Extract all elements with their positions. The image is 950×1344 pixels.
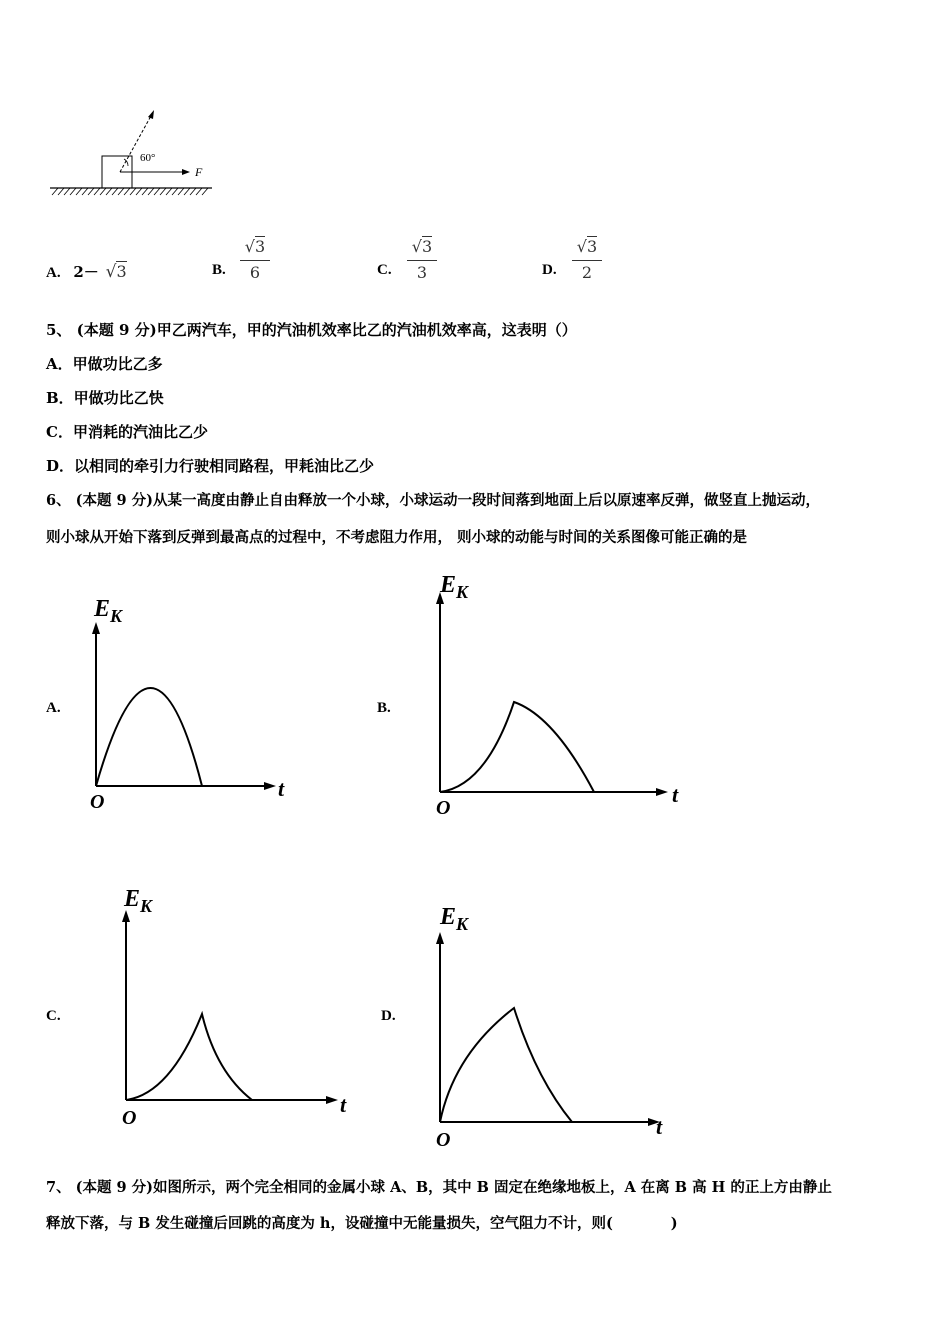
graph-b-ylabel: $E_K$	[440, 572, 469, 602]
graph-b-curve	[440, 702, 594, 792]
graph-d-ylabel: $E_K$	[440, 904, 469, 934]
graph-a-ylabel: $E_K$	[94, 596, 123, 626]
graph-c-curve	[126, 1014, 252, 1100]
graph-d-letter[interactable]: D.	[381, 1008, 396, 1024]
graph-d-xlabel: t	[656, 1114, 663, 1139]
option-letter: D.	[542, 262, 557, 278]
force-label: F	[195, 165, 203, 179]
graph-c-xlabel: t	[340, 1092, 347, 1117]
force-diagram	[40, 100, 230, 200]
sqrt-3-radical: √3	[105, 262, 127, 282]
graph-d-origin: O	[436, 1129, 451, 1151]
dashed-arrowhead	[148, 110, 154, 119]
graph-c-letter[interactable]: C.	[46, 1008, 61, 1024]
q4-option-b[interactable]	[212, 236, 292, 292]
graph-c-ylabel: $E_K$	[124, 886, 153, 916]
q7-stem-line2: 释放下落，与 B 发生碰撞后回跳的高度为 h，设碰撞中无能量损失，空气阻力不计，则( )	[46, 1215, 678, 1232]
option-letter: C.	[377, 262, 392, 278]
q6-stem-line2: 则小球从开始下落到反弹到最高点的过程中，不考虑阻力作用， 则小球的动能与时间的关系图像可能正确的是	[46, 529, 748, 546]
fraction-sqrt3-over-3: √3 3	[407, 236, 437, 285]
q4-option-c[interactable]	[377, 236, 457, 292]
q5-option-a[interactable]: A．甲做功比乙多	[46, 355, 163, 373]
graph-d-curve	[440, 1008, 572, 1122]
graph-b-letter[interactable]: B.	[377, 700, 391, 716]
graph-c	[110, 876, 360, 1132]
graph-b	[424, 566, 694, 826]
q5-option-b[interactable]: B．甲做功比乙快	[46, 389, 164, 407]
graph-a-curve	[96, 688, 202, 786]
graph-a-origin: O	[90, 791, 105, 813]
graph-c-origin: O	[122, 1107, 137, 1129]
q7-stem-line1: 7、 (本题 9 分)如图所示，两个完全相同的金属小球 A、B，其中 B 固定在绝缘地板上，A 在离 B 高 H 的正上方由静止	[46, 1179, 832, 1196]
graph-a	[80, 590, 300, 820]
q4-option-a[interactable]	[46, 261, 127, 282]
q6-stem-line1: 6、 (本题 9 分)从某一高度由静止自由释放一个小球，小球运动一段时间落到地面上后以原速率反弹，做竖直上抛运动，	[46, 492, 821, 509]
option-a-text: 2－	[73, 263, 99, 281]
q5-option-c[interactable]: C．甲消耗的汽油比乙少	[46, 423, 208, 441]
fraction-sqrt3-over-2: √3 2	[572, 236, 602, 285]
q5-option-d[interactable]: D．以相同的牵引力行驶相同路程，甲耗油比乙少	[46, 457, 375, 475]
angle-label: 60°	[140, 152, 156, 164]
graph-b-origin: O	[436, 797, 451, 819]
graph-d	[424, 898, 684, 1152]
graph-a-xlabel: t	[278, 776, 285, 801]
graph-b-xlabel: t	[672, 782, 679, 807]
fraction-sqrt3-over-6: √3 6	[240, 236, 270, 285]
q5-stem: 5、 (本题 9 分)甲乙两汽车，甲的汽油机效率比乙的汽油机效率高，这表明（）	[46, 321, 577, 339]
ground-hatch	[52, 188, 208, 195]
force-arrowhead	[182, 169, 190, 175]
option-letter: B.	[212, 262, 226, 278]
angle-arc	[124, 159, 128, 166]
graph-a-letter[interactable]: A.	[46, 700, 61, 716]
q4-option-d[interactable]	[542, 236, 622, 292]
option-letter: A.	[46, 265, 61, 281]
